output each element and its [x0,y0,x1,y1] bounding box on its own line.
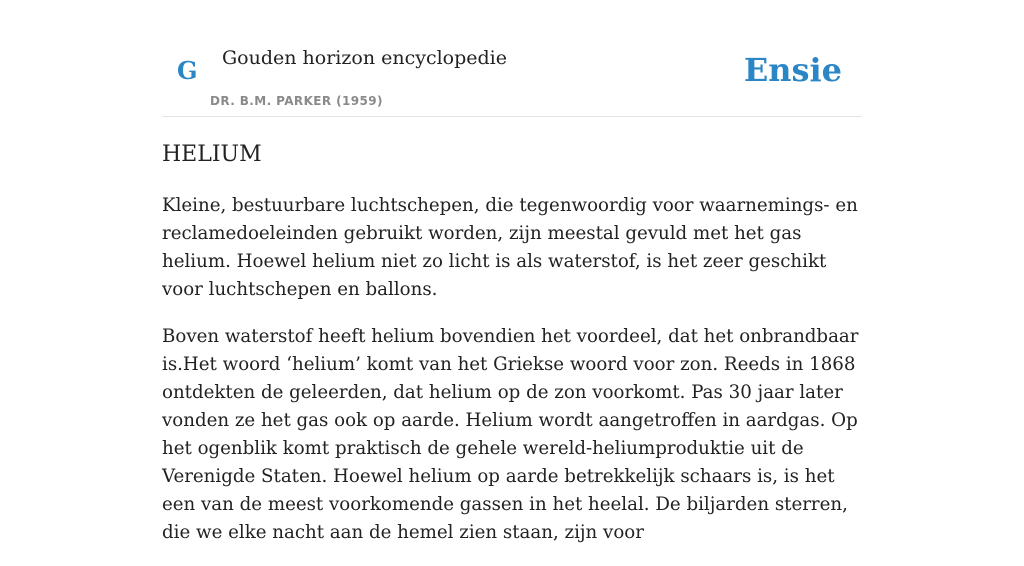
entry-title: HELIUM [162,142,262,167]
book-logo-icon[interactable]: G [177,56,198,85]
author-byline: DR. B.M. PARKER (1959) [210,94,383,108]
brand-logo[interactable]: Ensie [743,51,842,89]
entry-paragraph: Kleine, bestuurbare luchtschepen, die tegenwoordig voor waarnemings- en reclamedoeleinden gebruikt worden, zijn meestal gevuld met het gas helium. Hoewel helium niet zo licht is als waterstof, is het zeer geschikt voor luchtschepen en ballons. [162,195,858,300]
entry-content [162,192,862,566]
page-header [162,0,862,117]
entry-paragraph: Boven waterstof heeft helium bovendien het voordeel, dat het onbrandbaar is.Het woord ‘helium’ komt van het Griekse woord voor zon. Reeds in 1868 ontdekten de geleerden, dat helium op de zon voorkomt. Pas 30 jaar later vonden ze het gas ook op aarde. Helium wordt aangetroffen in aardgas. Op het ogenblik komt praktisch de gehele wereld-heliumproduktie uit de Verenigde Staten. Hoewel helium op aarde betrekkelijk schaars is, is het een van de meest voorkomende gassen in het heelal. De biljarden sterren, die we elke nacht aan de hemel zien staan, zijn voor [162,326,859,543]
book-title[interactable]: Gouden horizon encyclopedie [222,47,507,69]
